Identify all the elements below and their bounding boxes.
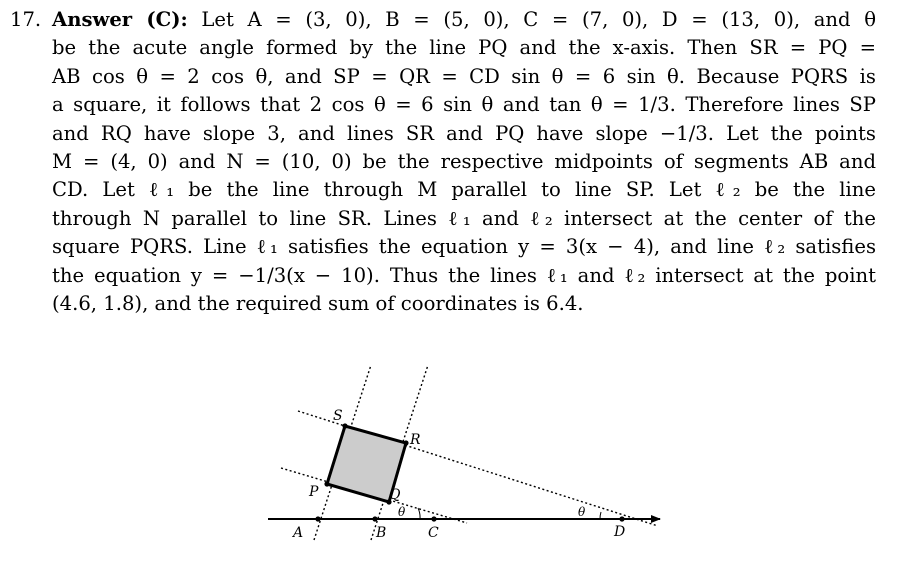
solution-line-5: and RQ have slope 3, and lines SR and PQ have slope −1/3. Let the points [52,121,876,145]
solution-line-7: CD. Let ℓ₁ be the line through M parallel to line SP. Let ℓ₂ be the line [52,178,876,202]
label-b: B [376,525,387,541]
point-s [342,423,347,428]
problem-number: 17. [10,8,42,31]
answer-label: Answer (C): [52,8,188,31]
point-r [403,440,408,445]
label-a: A [293,525,304,541]
solution-line-4: a square, it follows that 2 cos θ = 6 sin θ and tan θ = 1/3. Therefore lines SP [52,93,876,117]
label-d: D [614,524,626,540]
label-theta-q: θ [398,505,406,519]
solution-line-11: (4.6, 1.8), and the required sum of coordinates is 6.4. [52,292,584,316]
label-theta-d: θ [578,505,586,519]
point-d [619,516,624,521]
angle-arc-d [600,512,601,519]
point-c [431,516,436,521]
solution-line-10: the equation y = −1/3(x − 10). Thus the lines ℓ₁ and ℓ₂ intersect at the point [52,263,876,287]
solution-line-6: M = (4, 0) and N = (10, 0) be the respective midpoints of segments AB and [52,150,876,174]
solution-line-1-text: Let A = (3, 0), B = (5, 0), C = (7, 0), D = (13, 0), and θ [201,8,876,31]
label-r: R [410,432,421,448]
point-a [315,516,320,521]
solution-line-8: through N parallel to line SR. Lines ℓ₁ and ℓ₂ intersect at the center of the [52,206,876,230]
label-q: Q [389,487,401,503]
point-b [372,516,377,521]
point-p [324,481,329,486]
label-s: S [333,408,343,424]
solution-line-9: square PQRS. Line ℓ₁ satisfies the equation y = 3(x − 4), and line ℓ₂ satisfies [52,235,876,259]
label-c: C [428,525,439,541]
label-p: P [309,484,319,500]
solution-line-3: AB cos θ = 2 cos θ, and SP = QR = CD sin θ = 6 sin θ. Because PQRS is [52,64,876,88]
solution-line-2: be the acute angle formed by the line PQ and the x-axis. Then SR = PQ = [52,36,876,60]
